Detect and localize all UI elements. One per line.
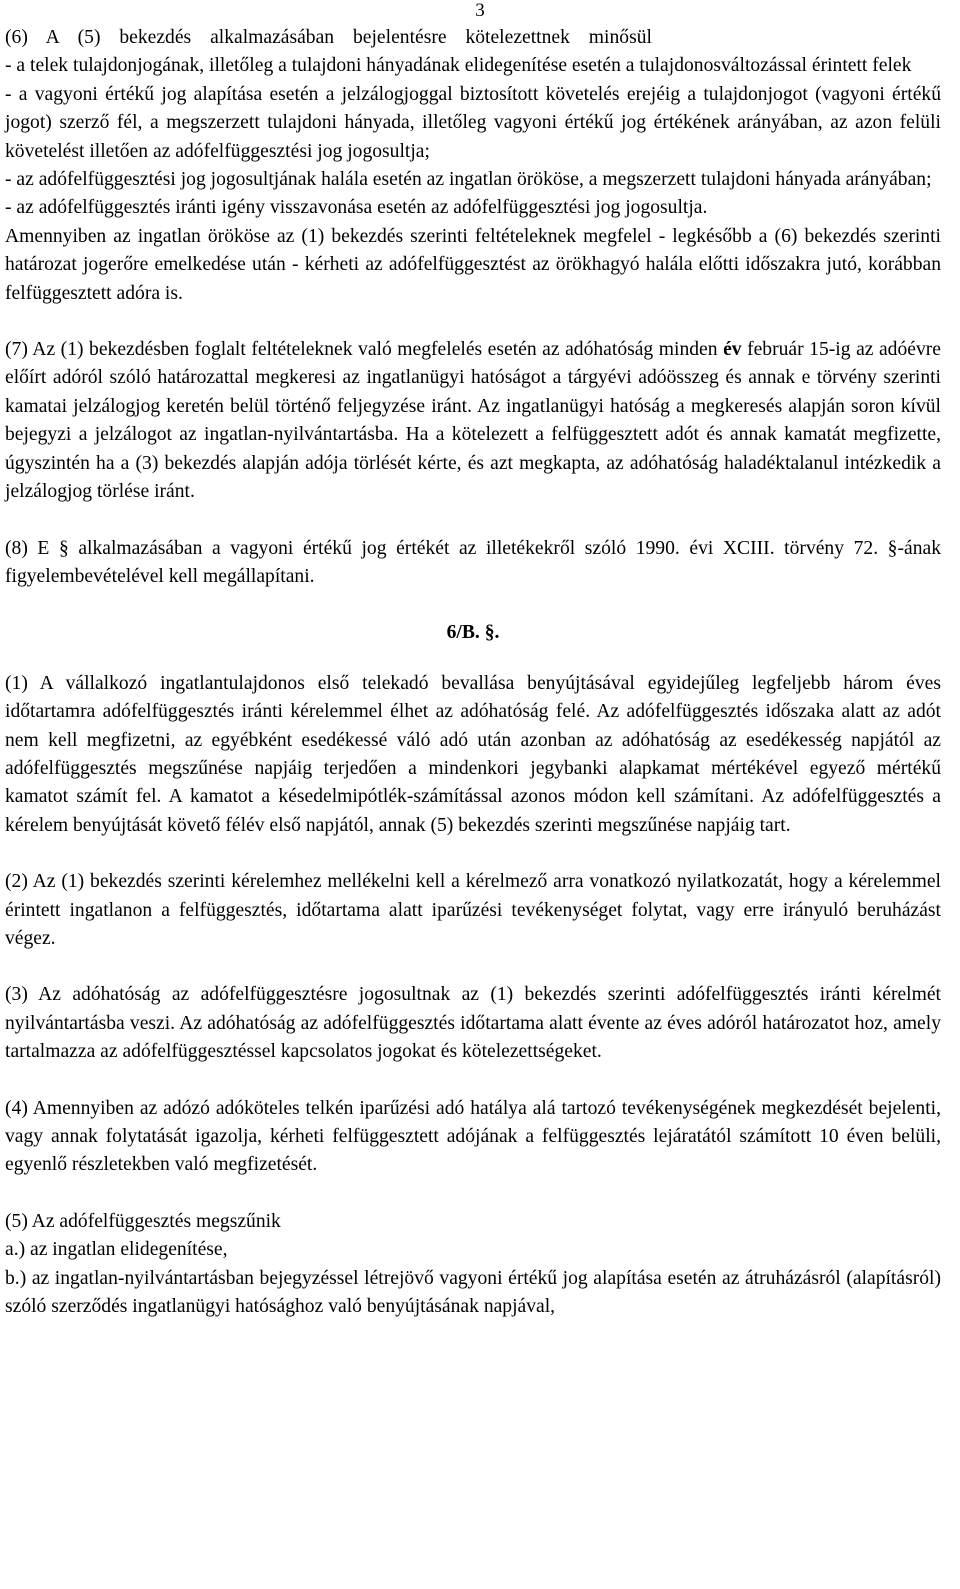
paragraph-7-bold-word: év bbox=[723, 339, 742, 361]
paragraph-6-item-4: - az adófelfüggesztés iránti igény visszavonása esetén az adófelfüggesztési jog jogosultja. bbox=[5, 197, 708, 219]
section-6b-paragraph-1: (1) A vállalkozó ingatlantulajdonos első telekadó bevallása benyújtásával egyidejűleg legfeljebb három éves időtartamra adófelfüggesztés iránti kérelemmel élhet az adóhatóság felé. Az adófelfüggesztés időszaka alatt az adót nem kell megfizetni, az egyébként esedékessé váló adó után azonban az adóhatóság az esedékesség napjától az adófelfüggesztés megszűnése napjáig terjedően a mindenkori jegybanki alapkamat mértékével egyező mértékű kamatot számít fel. A kamatot a késedelmipótlék-számítással azonos módon kell számítani. Az adófelfüggesztés a kérelem benyújtását követő félév első napjától, annak (5) bekezdés szerinti megszűnése napjáig tart. bbox=[5, 672, 941, 836]
section-6b-paragraph-4: (4) Amennyiben az adózó adóköteles telkén iparűzési adó hatálya alá tartozó tevékenységének megkezdését bejelenti, vagy annak folytatását igazolja, kérheti felfüggesztett adójának a felfüggesztés lejáratától számított 10 éven belüli, egyenlő részletekben való megfizetését. bbox=[5, 1097, 941, 1176]
document-body bbox=[5, 24, 941, 1321]
paragraph-7 bbox=[5, 336, 941, 506]
section-6b-paragraph-2: (2) Az (1) bekezdés szerinti kérelemhez mellékelni kell a kérelmező arra vonatkozó nyilatkozatát, hogy a kérelemmel érintett ingatlanon a felfüggesztés, időtartama alatt iparűzési tevékenységet folytat, vagy erre irányuló beruházást végez. bbox=[5, 871, 941, 949]
paragraph-7-text-end: február 15-ig az adóévre előírt adóról szóló határozattal megkeresi az ingatlanügyi hatóságot a tárgyévi adóösszeg és annak e törvény szerinti kamatai jelzálogjog keretén belül történő feljegyzése iránt. Az ingatlanügyi hatóság a megkeresés alapján soron kívül bejegyzi a jelzálogot az ingatlan-nyilvántartásba. Ha a kötelezett a felfüggesztett adót és annak kamatát megfizette, úgyszintén ha a (3) bekezdés alapján adója törlését kérte, és azt megkapta, az adóhatóság haladéktalanul intézkedik a jelzálogjog törlése iránt. bbox=[5, 339, 941, 503]
paragraph-8: (8) E § alkalmazásában a vagyoni értékű jog értékét az illetékekről szóló 1990. évi XCIII. törvény 72. §-ának figyelembevételével kell megállapítani. bbox=[5, 537, 941, 587]
paragraph-6-intro: (6) A (5) bekezdés alkalmazásában bejelentésre kötelezettnek minősül bbox=[5, 27, 652, 48]
section-6b-paragraph-5-title: (5) Az adófelfüggesztés megszűnik bbox=[5, 1210, 281, 1232]
section-6b-paragraph-5-item-a: a.) az ingatlan elidegenítése, bbox=[5, 1239, 228, 1261]
paragraph-7-text-start: (7) Az (1) bekezdésben foglalt feltételeknek való megfelelés esetén az adóhatóság minden bbox=[5, 339, 724, 361]
page-number: 3 bbox=[475, 0, 485, 21]
section-6b-paragraph-5-item-b: b.) az ingatlan-nyilvántartásban bejegyzéssel létrejövő vagyoni értékű jog alapítása esetén az átruházásról (alapításról) szóló szerződés ingatlanügyi hatósághoz való benyújtásának napjával, bbox=[5, 1267, 941, 1318]
paragraph-6-item-1: - a telek tulajdonjogának, illetőleg a tulajdoni hányadának elidegenítése esetén a tulajdonosváltozással érintett felek bbox=[5, 55, 912, 77]
section-6b-paragraph-3: (3) Az adóhatóság az adófelfüggesztésre jogosultnak az (1) bekezdés szerinti adófelfüggesztés iránti kérelmét nyilvántartásba veszi. Az adóhatóság az adófelfüggesztés időtartama alatt évente az éves adóról határozatot hoz, amely tartalmazza az adófelfüggesztéssel kapcsolatos jogokat és kötelezettségeket. bbox=[5, 984, 941, 1063]
paragraph-6-item-3: - az adófelfüggesztési jog jogosultjának halála esetén az ingatlan örököse, a megszerzett tulajdoni hányada arányában; bbox=[5, 169, 932, 191]
section-heading: 6/B. §. bbox=[446, 622, 500, 644]
paragraph-6-closing: Amennyiben az ingatlan örököse az (1) bekezdés szerinti feltételeknek megfelel - legkésőbb a (6) bekezdés szerinti határozat jogerőre emelkedése után - kérheti az adófelfüggesztést az örökhagyó halála előtti időszakra jutó, korábban felfüggesztett adóra is. bbox=[5, 225, 941, 304]
paragraph-6-item-2: - a vagyoni értékű jog alapítása esetén a jelzálogjoggal biztosított követelés erejéig a tulajdonjogot (vagyoni értékű jogot) szerző fél, a megszerzett tulajdoni hányada, illetőleg vagyoni értékű jog értékének arányában, az azon felüli követelést illetően az adófelfüggesztési jog jogosultja; bbox=[5, 83, 941, 162]
